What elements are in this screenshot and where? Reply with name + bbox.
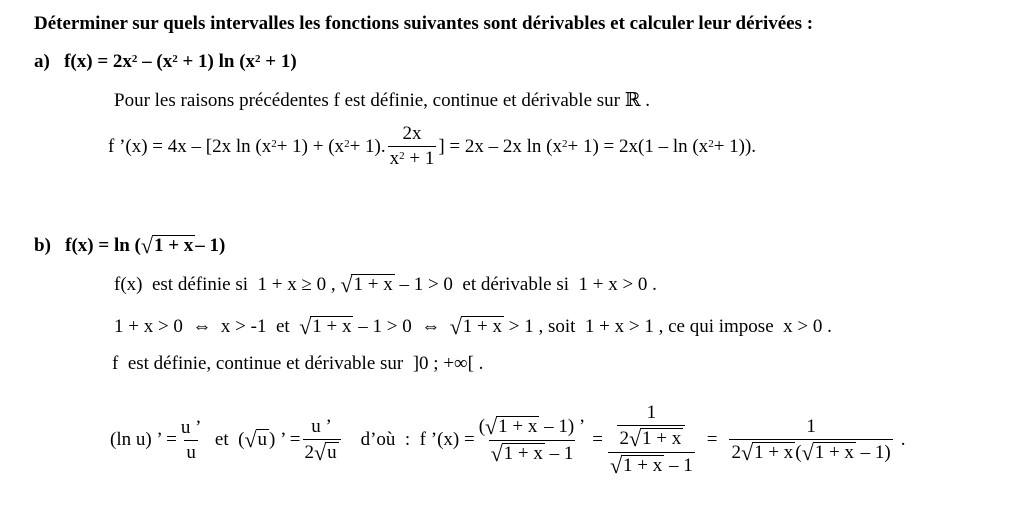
part-b-f3-den-rad: 1 + x [754,441,794,463]
part-b-func-sqrt: √ 1 + x [140,233,194,258]
part-b-f1-den-sqrt: √ 1 + x [490,440,543,466]
part-a-func-exp: 2 [131,53,138,65]
part-b-line2-rad: 1 + x [312,316,352,337]
part-b-sq-num: u ’ [311,415,332,437]
part-a-deriv-end: ] = 2x – 2x ln (x [438,135,562,157]
part-a-func-tail: + 1) ln (x [177,51,256,72]
part-b-ln-frac [179,418,204,463]
part-a-deriv-e2: 2 [344,137,350,150]
part-b-line2-rad2: 1 + x [462,316,502,337]
part-a-deriv-end2: + 1) = 2x(1 – ln (x [567,135,709,157]
part-a-deriv-start: f ’(x) = 4x – [2x ln (x [108,135,272,157]
part-b-frac1 [477,413,588,466]
part-b-ln-den: u [186,441,196,463]
part-a-func-mid: – (x [137,51,173,72]
part-a-label: a) [34,51,50,72]
part-b-f2-den-sqrt: √ 1 + x [609,453,663,478]
part-b-frac2-inner [617,403,685,450]
part-b-line1-rad: 1 + x [353,274,393,295]
part-b-sqrt-u: √ u [244,427,268,452]
part-b-f3-den-sqrt: √ 1 + x [740,439,794,465]
part-b-line1-sqrt: √ 1 + x [340,272,393,297]
part-b-final: . [900,429,906,450]
part-b-f3-den-sqrt2: √ 1 + x [801,439,854,465]
part-b-dou: d’où : f ’(x) = [360,429,475,450]
part-b-line1-a: f(x) est définie si 1 + x ≥ 0 , [114,274,341,295]
part-a-func-exp2: 2 [172,53,178,65]
part-a-func-left: f(x) [64,51,93,72]
part-a-func-eq: = 2x [92,51,132,72]
part-b-f3-den-b: ( [795,441,802,463]
part-a-frac-den-b: + 1 [404,148,435,169]
part-b-f1-num-rad: 1 + x [498,415,538,437]
part-b-f3-den-rad2: 1 + x [814,441,854,463]
part-a-deriv-e4: 2 [708,137,714,150]
part-b-sq-den-rad: u [327,441,337,463]
part-a-heading [34,50,297,74]
part-b-frac2-num [613,403,689,452]
part-a-deriv-e1: 2 [271,137,277,150]
part-b-f3-den-a: 2 [731,441,741,463]
part-a-frac-den-a: x [389,148,400,169]
part-b-frac1-num [477,413,588,440]
part-b-f3-den-c: – 1) [855,441,891,463]
part-a-deriv-mid: + 1) + (x [276,135,345,157]
part-b-eq1: = [592,429,603,450]
part-b-f2-num-bot [617,425,685,450]
part-a-frac-den [388,146,437,169]
part-b-formula [110,390,905,490]
part-b-sq-den-a: 2 [304,441,314,463]
part-b-func-end: – 1) [195,235,226,256]
part-b-sqrt-u-tail: ) ’ = [269,429,301,450]
part-b-line2-sqrt: √ 1 + x [299,314,352,339]
part-b-sq-den-sqrt: √ u [314,439,337,465]
part-b-f1-num-b: – 1) ’ [539,415,586,437]
part-b-f2-den-rad: 1 + x [623,455,663,476]
part-b-f2-num-bot-rad: 1 + x [642,428,682,449]
part-b-line2-b: – 1 > 0 ⇔ [353,316,450,337]
part-a-func-end: + 1) [260,51,297,72]
part-b-line2-c: > 1 , soit 1 + x > 1 , ce qui impose x > 0 . [504,316,832,337]
part-b-f1-num-sqrt: √ 1 + x [485,413,538,439]
part-b-sqrt-u-content: u [257,429,268,450]
part-b-f2-num-top: 1 [646,402,657,423]
part-b-ln-u: (ln u) ’ = [110,429,177,450]
part-b-frac3-den [729,439,892,464]
part-b-frac2-den [608,452,695,477]
part-b-line2 [114,315,832,339]
part-b-frac3 [729,417,892,464]
part-b-line1 [114,273,657,297]
part-b-label: b) [34,235,51,256]
part-b-sq-frac [303,417,341,464]
part-a-frac-den-e: 2 [399,150,405,162]
part-b-func: f(x) = ln ( [65,235,141,256]
part-b-eq2: = [706,429,718,450]
part-b-f1-den-b: – 1 [544,442,574,464]
part-a-deriv-mid2: + 1). [349,135,386,157]
part-b-line1-b: – 1 > 0 et dérivable si 1 + x > 0 . [394,274,657,295]
part-b-heading [34,234,225,258]
part-b-f2-den-b: – 1 [664,455,693,476]
part-b-f1-num-a: ( [478,415,486,437]
part-b-et: et ( [205,429,245,450]
part-b-f1-den-rad: 1 + x [503,442,543,464]
part-a-func-exp3: 2 [255,53,261,65]
part-b-rad-content: 1 + x [153,235,194,256]
part-b-sq-den [303,439,341,464]
part-b-line2-sqrt2: √ 1 + x [449,314,502,339]
part-b-line2-a: 1 + x > 0 ⇔ x > -1 et [114,316,300,337]
part-b-frac2 [608,403,695,477]
part-b-frac1-den [489,440,576,465]
part-a-frac-num: 2x [402,123,422,144]
part-a-derivative [108,124,756,169]
part-b-f2-num-bot-sqrt: √ 1 + x [628,426,682,451]
part-a-sentence: Pour les raisons précédentes f est définie, continue et dérivable sur ℝ . [114,90,651,111]
part-a-deriv-end3: + 1)). [713,135,757,157]
part-b-f3-num: 1 [806,415,816,437]
part-a-deriv-e3: 2 [561,137,568,150]
page-title: Déterminer sur quels intervalles les fonctions suivantes sont dérivables et calculer leur dérivées : [34,13,814,34]
part-b-f2-num-bot-a: 2 [619,428,629,449]
part-b-line3: f est définie, continue et dérivable sur ]0 ; +∞[ . [112,353,484,374]
part-b-ln-num: u ’ [180,416,202,438]
part-a-fraction [388,124,437,169]
